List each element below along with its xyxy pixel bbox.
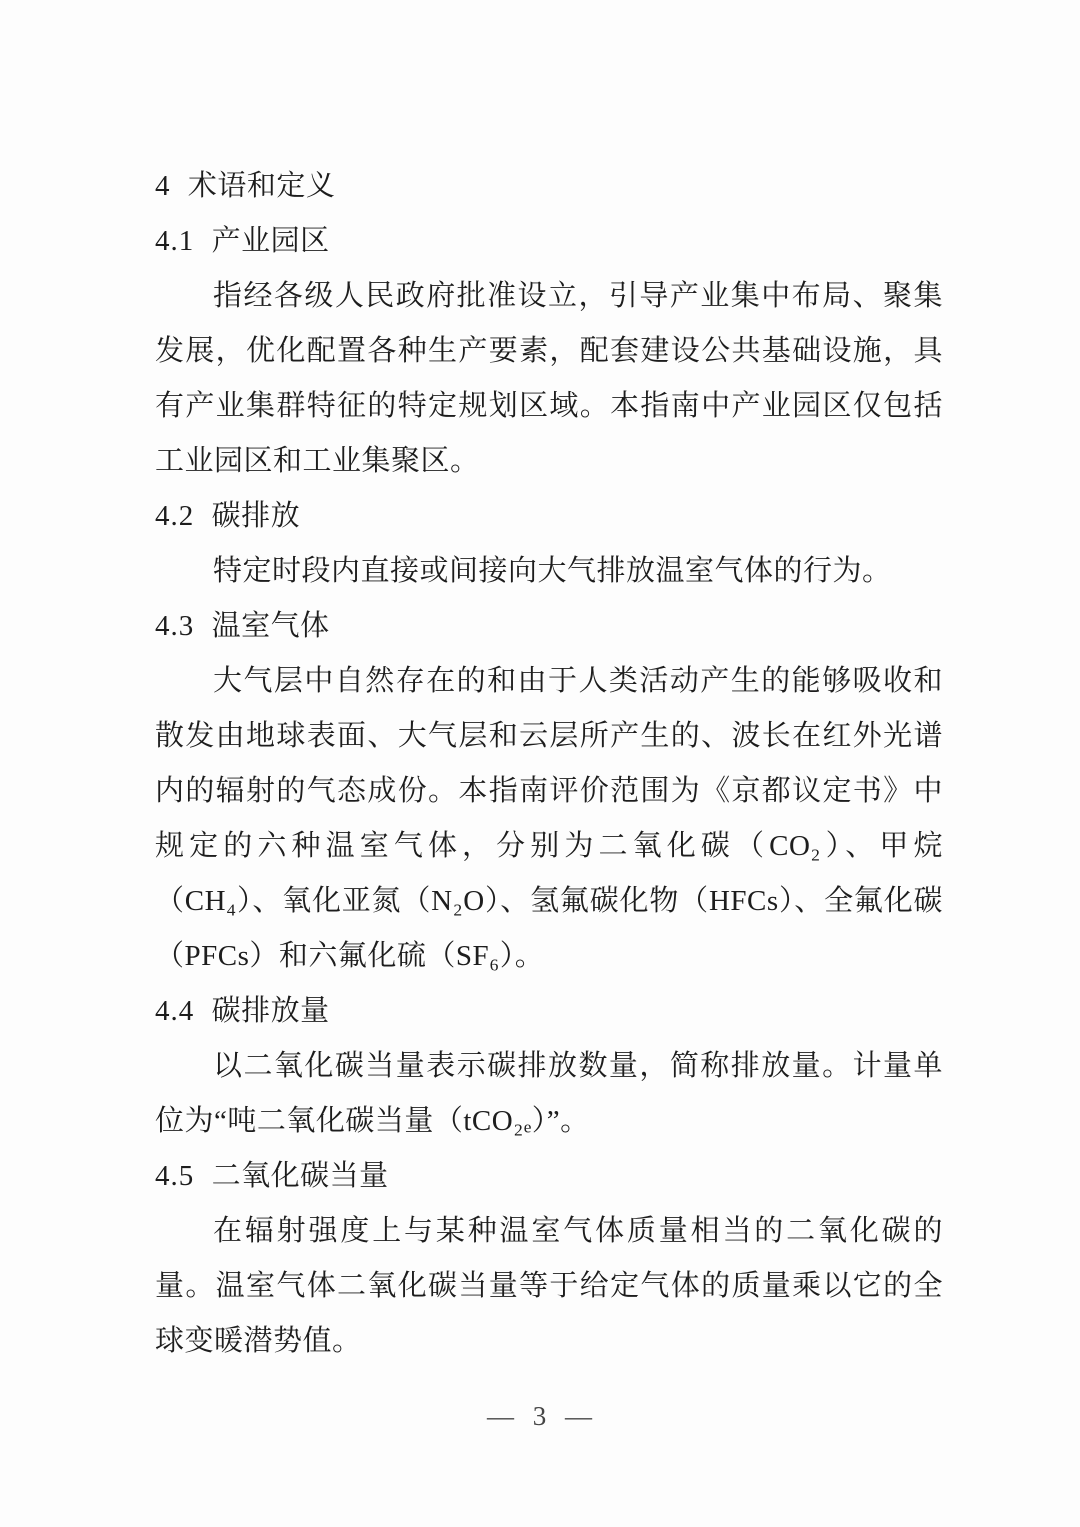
section-title: 产业园区 [211, 225, 330, 257]
heading-carbon-emission [155, 489, 943, 544]
document-content [155, 159, 943, 1369]
section-number: 4.4 [155, 995, 195, 1027]
section-number: 4.3 [155, 610, 195, 642]
section-number: 4.5 [155, 1160, 195, 1192]
section-title: 碳排放量 [211, 995, 330, 1027]
paragraph-greenhouse-gas-definition: 大气层中自然存在的和由于人类活动产生的能够吸收和散发由地球表面、大气层和云层所产生的、波长在红外光谱内的辐射的气态成份。本指南评价范围为《京都议定书》中规定的六种温室气体，分别为二氧化碳（CO₂）、甲烷（CH₄）、氧化亚氮（N₂O）、氢氟碳化物（HFCs）、全氟化碳（PFCs）和六氟化硫（SF₆）。 [155, 665, 943, 972]
heading-industrial-park [155, 214, 943, 269]
page-footer [0, 1396, 1080, 1436]
paragraph-carbon-emission-definition: 特定时段内直接或间接向大气排放温室气体的行为。 [213, 555, 892, 587]
heading-terms-and-definitions [155, 159, 943, 214]
heading-carbon-emission-amount [155, 984, 943, 1039]
heading-greenhouse-gas [155, 599, 943, 654]
section-title: 术语和定义 [187, 170, 336, 202]
section-number: 4 [155, 170, 171, 202]
heading-co2-equivalent [155, 1149, 943, 1204]
paragraph-industrial-park-definition: 指经各级人民政府批准设立，引导产业集中布局、聚集发展，优化配置各种生产要素，配套建设公共基础设施，具有产业集群特征的特定规划区域。本指南中产业园区仅包括工业园区和工业集聚区。 [155, 280, 943, 477]
section-title: 温室气体 [211, 610, 330, 642]
paragraph-co2-equivalent-definition: 在辐射强度上与某种温室气体质量相当的二氧化碳的量。温室气体二氧化碳当量等于给定气体的质量乘以它的全球变暖潜势值。 [155, 1215, 943, 1357]
section-title: 碳排放 [211, 500, 301, 532]
section-title: 二氧化碳当量 [211, 1160, 389, 1192]
section-number: 4.2 [155, 500, 195, 532]
section-number: 4.1 [155, 225, 195, 257]
paragraph-carbon-emission-amount-definition: 以二氧化碳当量表示碳排放数量，简称排放量。计量单位为“吨二氧化碳当量（tCO₂ₑ）”。 [155, 1050, 943, 1137]
page-number: — 3 — [487, 1401, 593, 1431]
